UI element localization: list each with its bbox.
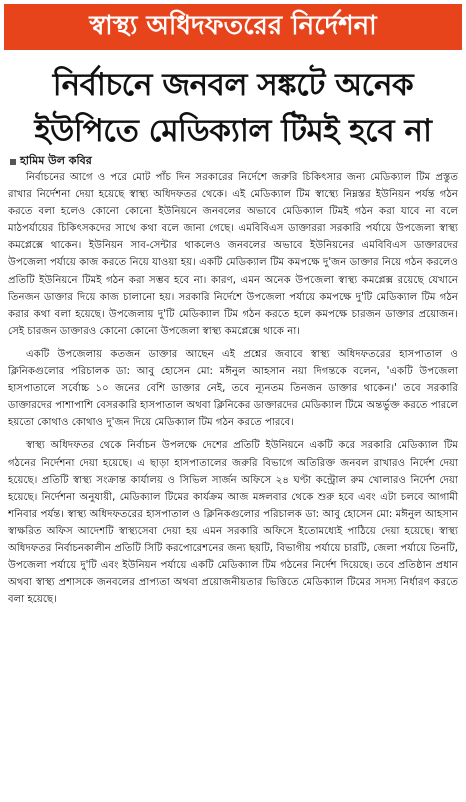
headline-line-2: ইউপিতে মেডিক্যাল টিমই হবে না xyxy=(34,113,432,149)
article-headline xyxy=(0,62,466,154)
paragraph-2: একটি উপজেলায় কতজন ডাক্তার আছেন এই প্রশ্নের জবাবে স্বাস্থ্য অধিদফতরের হাসপাতাল ও ক্লিনিকগুলোর পরিচালক ডা: আবু হোসেন মো: মঈনুল আহসান নয়া দিগন্তকে বলেন, 'একটি উপজেলা হাসপাতালে সর্বোচ্চ ১০ জনের বেশি ডাক্তার নেই, তবে ন্যূনতম তিনজন ডাক্তার থাকেন।' তবে সরকারি ডাক্তারদের পাশাপাশি বেসরকারি হাসপাতাল অথবা ক্লিনিকের ডাক্তারদের মেডিক্যাল টিমে অন্তর্ভুক্ত করতে পারলে হয়তো কোথাও কোথাও দু'জন দিয়ে মেডিক্যাল টিম গঠন করতে পারবে। xyxy=(8,348,458,429)
section-banner xyxy=(4,4,462,50)
headline-line-1: নির্বাচনে জনবল সঙ্কটে অনেক xyxy=(52,67,414,103)
paragraph-3: স্বাস্থ্য অধিদফতর থেকে নির্বাচন উপলক্ষে দেশের প্রতিটি ইউনিয়নে একটি করে সরকারি মেডিক্যাল টিম গঠনের নির্দেশনা দেয়া হয়েছে। এ ছাড়া হাসপাতালের জরুরি বিভাগে অতিরিক্ত জনবল রাখারও নির্দেশ দেয়া হয়েছে। প্রতিটি স্বাস্থ্য সংক্রান্ত কার্যালয় ও সিভিল সার্জন অফিসে ২৪ ঘণ্টা কন্ট্রোল রুম খোলারও নির্দেশ দেয়া হয়েছে। নির্দেশনা অনুযায়ী, মেডিক্যাল টিমের কার্যক্রম আজ মঙ্গলবার থেকে শুরু হবে এবং এটা চলবে আগামী শনিবার পর্যন্ত। স্বাস্থ্য অধিদফতরের হাসপাতাল ও ক্লিনিকগুলোর পরিচালক ডা: আবু হোসেন মো: মঈনুল আহসান স্বাক্ষরিত অফিস আদেশটি স্বাস্থ্যসেবা দেয়া হয় এমন সরকারি অফিসে ইতোমধ্যেই পাঠিয়ে দেয়া হয়েছে। স্বাস্থ্য অধিদফতর নির্বাচনকালীন প্রতিটি সিটি করপোরেশনের জন্য ছয়টি, বিভাগীয় পর্যায়ে চারটি, জেলা পর্যায়ে তিনটি, উপজেলা পর্যায়ে দু'টি এবং ইউনিয়ন পর্যায়ে একটি মেডিক্যাল টিম গঠনের নির্দেশ দিয়েছে। তবে প্রতিষ্ঠান প্রধান অথবা স্বাস্থ্য প্রশাসকে জনবলের প্রাপ্যতা অথবা প্রয়োজনীয়তার ভিত্তিতে মেডিক্যাল টিমের সদস্য নির্ধারণ করতে বলা হয়েছে। xyxy=(8,440,458,606)
byline-author: হামিম উল কবির xyxy=(20,154,92,167)
banner-title: স্বাস্থ্য অধিদফতরের নির্দেশনা xyxy=(89,11,377,41)
paragraph-1: নির্বাচনের আগে ও পরে মোট পাঁচ দিন সরকারের নির্দেশে জরুরি চিকিৎসার জন্য মেডিক্যাল টিম প্রস্তুত রাখার নির্দেশনা দেয়া হয়েছে স্বাস্থ্য অধিদফতর থেকে। এই মেডিক্যাল টিম স্বাস্থ্যে নিম্নস্তর ইউনিয়ন পর্যন্ত গঠন করতে বলা হলেও কোনো কোনো ইউনিয়নে জনবলের অভাবে মেডিক্যাল টিমই গঠন করা যাবে না বলে মাঠপর্যায়ের চিকিৎসকদের সাথে কথা বলে জানা গেছে। এমবিবিএস ডাক্তাররা সরকারি পর্যায়ে উপজেলা স্বাস্থ্য কমপ্লেক্সে থাকেন। ইউনিয়ন সাব-সেন্টার থাকলেও জনবলের অভাবে ইউনিয়নের এমবিবিএস ডাক্তারদের উপজেলা পর্যায়ে কাজ করতে নিয়ে যাওয়া হয়। একটি মেডিক্যাল টিম কমপক্ষে দু'জন ডাক্তার নিয়ে গঠন করলেও প্রতিটি ইউনিয়নে টিমই গঠন করা সম্ভব হবে না। কারণ, এমন অনেক উপজেলা স্বাস্থ্য কমপ্লেক্স রয়েছে যেখানে তিনজন ডাক্তার দিয়ে কাজ চালানো হয়। সরকারি নির্দেশে উপজেলা পর্যায়ে কমপক্ষে দু'টি মেডিক্যাল টিম গঠন করার কথা বলা হয়েছে। উপজেলায় দু'টি মেডিক্যাল টিম গঠন করতে হলে কমপক্ষে চারজন ডাক্তার প্রয়োজন। সেই চারজন ডাক্তারও কোনো কোনো উপজেলা স্বাস্থ্য কমপ্লেক্সে থাকে না। xyxy=(8,172,458,337)
byline-bullet-icon xyxy=(10,159,16,165)
article-body xyxy=(8,169,458,797)
